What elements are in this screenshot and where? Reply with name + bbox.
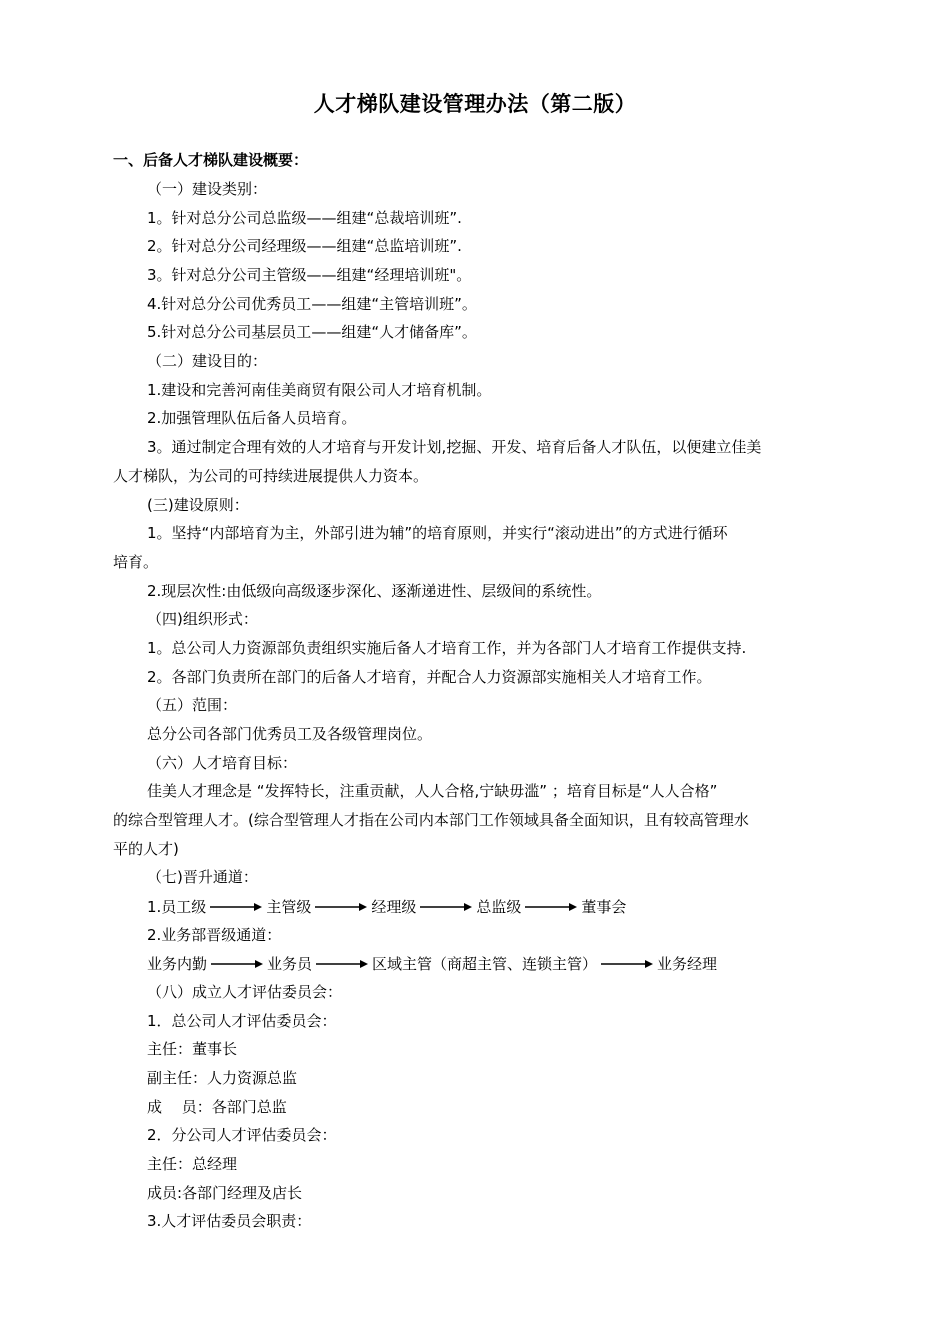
list-item: 1．总公司人才评估委员会： (147, 1012, 337, 1030)
list-item: 2.现层次性:由低级向高级逐步深化、逐渐递进性、层级间的系统性。 (147, 582, 602, 600)
arrow-right-icon (601, 959, 653, 969)
list-item: 副主任：人力资源总监 (147, 1069, 298, 1087)
flow-step: 业务经理 (657, 954, 718, 973)
arrow-right-icon (420, 902, 472, 912)
subsection-heading-purpose: （二）建设目的： (147, 352, 268, 370)
flow-step: 1.员工级 (147, 897, 207, 916)
list-item: 2。各部门负责所在部门的后备人才培育，并配合人力资源部实施相关人才培育工作。 (147, 668, 712, 686)
list-item: 1。针对总分公司总监级——组建“总裁培训班”. (147, 209, 462, 227)
subsection-heading-category: （一）建设类别： (147, 180, 268, 198)
document-title: 人才梯队建设管理办法（第二版） (313, 92, 637, 116)
paragraph-line: 平的人才) (113, 840, 179, 858)
arrow-right-icon (316, 959, 368, 969)
flow-step: 业务内勤 (147, 954, 208, 973)
paragraph-line: 3。通过制定合理有效的人才培育与开发计划,挖掘、开发、培育后备人才队伍，以便建立佳美 (147, 438, 762, 456)
list-item: 2.加强管理队伍后备人员培育。 (147, 409, 357, 427)
list-item: 1.建设和完善河南佳美商贸有限公司人才培育机制。 (147, 381, 492, 399)
arrow-right-icon (315, 902, 367, 912)
arrow-right-icon (210, 902, 262, 912)
flow-step: 董事会 (581, 897, 627, 916)
subsection-heading-promotion: （七)晋升通道： (147, 868, 258, 886)
list-item: 1。总公司人力资源部负责组织实施后备人才培育工作，并为各部门人才培育工作提供支持. (147, 639, 747, 657)
paragraph-line: 的综合型管理人才。(综合型管理人才指在公司内本部门工作领域具备全面知识，且有较高管理水 (113, 811, 749, 829)
paragraph-line: 1。坚持“内部培育为主，外部引进为辅”的培育原则，并实行“滚动进出”的方式进行循环 (147, 524, 728, 542)
list-item: 3.人才评估委员会职责： (147, 1212, 312, 1230)
list-item: 2.业务部晋级通道： (147, 926, 282, 944)
paragraph-line: 人才梯队，为公司的可持续进展提供人力资本。 (113, 467, 429, 485)
list-item: 2。针对总分公司经理级——组建“总监培训班”. (147, 237, 462, 255)
flow-step: 业务员 (267, 954, 313, 973)
list-item: 成员:各部门经理及店长 (147, 1184, 303, 1202)
list-item: 3。针对总分公司主管级——组建“经理培训班"。 (147, 266, 472, 284)
subsection-heading-scope: （五）范围： (147, 696, 238, 714)
arrow-right-icon (525, 902, 577, 912)
subsection-heading-organization: （四)组织形式： (147, 610, 258, 628)
paragraph-line: 培育。 (113, 553, 159, 571)
list-item: 4.针对总分公司优秀员工——组建“主管培训班”。 (147, 295, 477, 313)
flow-step: 区域主管（商超主管、连锁主管） (372, 954, 598, 973)
paragraph-line: 总分公司各部门优秀员工及各级管理岗位。 (147, 725, 433, 743)
subsection-heading-goals: （六）人才培育目标： (147, 754, 298, 772)
promotion-flow-sales (147, 953, 717, 974)
list-item: 2．分公司人才评估委员会： (147, 1126, 337, 1144)
subsection-heading-committee: （八）成立人才评估委员会： (147, 983, 343, 1001)
list-item: 5.针对总分公司基层员工——组建“人才储备库”。 (147, 323, 477, 341)
flow-step: 经理级 (371, 897, 417, 916)
promotion-flow-general (147, 896, 626, 917)
list-item: 主任：总经理 (147, 1155, 238, 1173)
list-item: 主任：董事长 (147, 1040, 238, 1058)
arrow-right-icon (211, 959, 263, 969)
flow-step: 主管级 (266, 897, 312, 916)
paragraph-line: 佳美人才理念是 “发挥特长，注重贡献，人人合格,宁缺毋滥” ；培育目标是“人人合格” (147, 782, 718, 800)
flow-step: 总监级 (476, 897, 522, 916)
list-item: 成 员：各部门总监 (147, 1098, 287, 1116)
subsection-heading-principles: (三)建设原则： (147, 496, 249, 514)
section-heading: 一、后备人才梯队建设概要： (113, 151, 309, 169)
